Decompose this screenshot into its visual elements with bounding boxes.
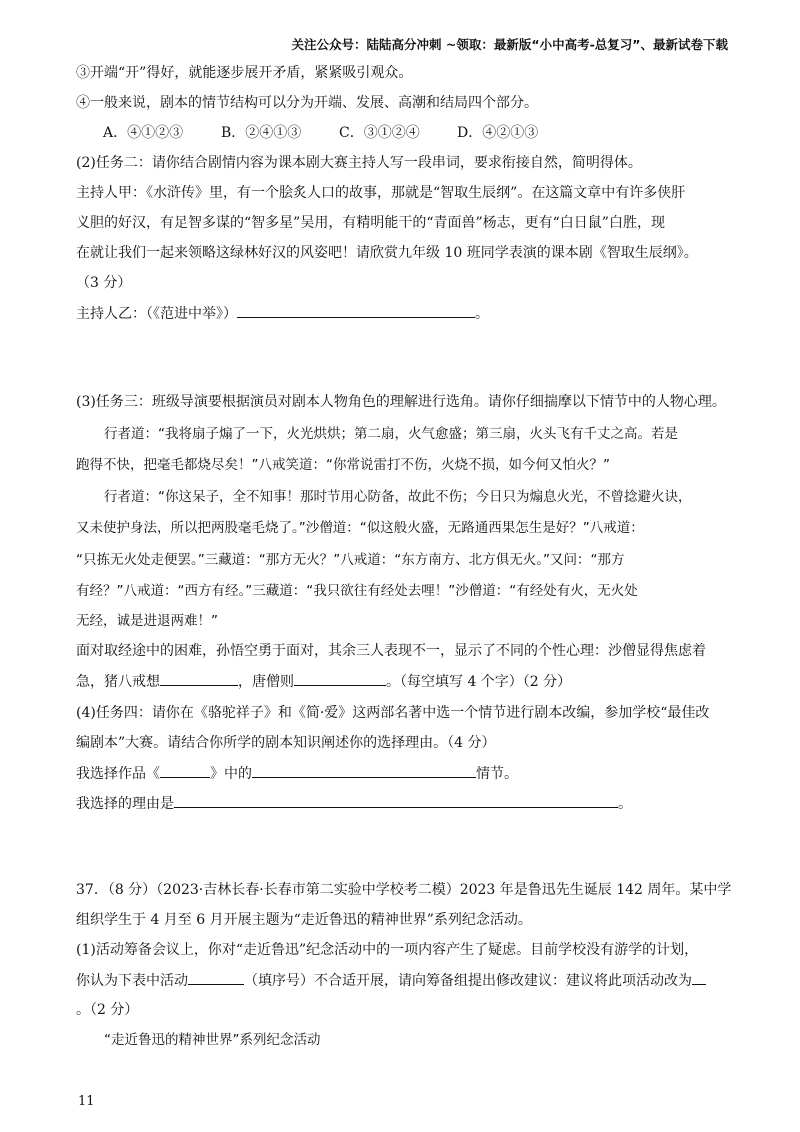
choice-text-a: 我选择作品《 xyxy=(76,766,160,782)
quote-line-6: 有经？”八戒道：“西方有经。”三藏道：“我只欲往有经处去哩！”沙僧道：“有经处有火，无火处 xyxy=(76,583,638,599)
task3-analysis-2 xyxy=(76,671,571,692)
task4-choice-line xyxy=(76,763,518,784)
host-b-line xyxy=(76,303,489,324)
reason-suffix: 。 xyxy=(618,796,632,812)
promo-header: 关注公众号：陆陆高分冲刺 ~领取：最新版“小中高考-总复习”、最新试卷下载 xyxy=(291,37,728,52)
activity-table-title: “走近鲁迅的精神世界”系列纪念活动 xyxy=(104,1032,321,1048)
q37-line-2: 组织学生于 4 月至 6 月开展主题为“走近鲁迅的精神世界”系列纪念活动。 xyxy=(76,912,532,928)
q37-sub1-line-3: 。（2 分） xyxy=(76,1002,139,1018)
host-b-suffix: 。 xyxy=(475,306,489,322)
reason-prefix: 我选择的理由是 xyxy=(76,796,174,812)
sub1-text-a: 你认为下表中活动 xyxy=(76,973,188,989)
analysis-text-a: 急，猪八戒想 xyxy=(76,674,160,690)
host-b-prefix: 主持人乙：（《范进中举》） xyxy=(76,306,237,322)
quote-line-5: “只拣无火处走便罢。”三藏道：“那方无火？”八戒道：“东方南方、北方俱无火。”又问：“那方 xyxy=(76,552,625,568)
host-b-answer-blank[interactable] xyxy=(237,303,475,318)
q37-sub1-line-1: (1)活动筹备会议上，你对“走近鲁迅”纪念活动中的一项内容产生了疑虑。目前学校没有游学的计划， xyxy=(76,942,699,958)
statement-4: ④一般来说，剧本的情节结构可以分为开端、发展、高潮和结局四个部分。 xyxy=(76,95,538,111)
option-d[interactable]: D．④②①③ xyxy=(457,125,539,141)
task4-reason-line xyxy=(76,793,632,814)
quote-line-2: 跑得不快，把毫毛都烧尽矣！”八戒笑道：“你常说雷打不伤，火烧不损，如今何又怕火？” xyxy=(76,457,610,473)
option-b[interactable]: B．②④①③ xyxy=(221,125,302,141)
q37-line-1: 37．（8 分）（2023·吉林长春·长春市第二实验中学校考二模）2023 年是鲁迅先生诞辰 142 周年。某中学 xyxy=(76,882,732,898)
task3-analysis-1: 面对取经途中的困难，孙悟空勇于面对，其余三人表现不一，显示了不同的个性心理：沙僧显得焦虑着 xyxy=(76,643,706,659)
quote-line-4: 又未使护身法，所以把两股毫毛烧了。”沙僧道：“似这般火盛，无路通西果怎生是好？”八戒道： xyxy=(76,520,644,536)
work-title-blank[interactable] xyxy=(160,763,210,778)
q37-sub1-line-2 xyxy=(76,970,706,991)
zhubajie-blank[interactable] xyxy=(160,671,238,686)
tangseng-blank[interactable] xyxy=(294,671,386,686)
host-a-line-2: 义胆的好汉，有足智多谋的“智多星”吴用，有精明能干的“青面兽”杨志，更有“白日鼠”白胜，现 xyxy=(76,215,665,231)
quote-line-3: 行者道：“你这呆子，全不知事！那时节用心防备，故此不伤；今日只为煽息火光，不曾捻避火诀， xyxy=(104,489,692,505)
statement-3: ③开端“开”得好，就能逐步展开矛盾，紧紧吸引观众。 xyxy=(76,65,413,81)
choice-text-c: 情节。 xyxy=(476,766,518,782)
plot-blank[interactable] xyxy=(252,763,476,778)
option-a[interactable]: A．④①②③ xyxy=(103,125,184,141)
choice-text-b: 》中的 xyxy=(210,766,252,782)
task2-score: （3 分） xyxy=(76,275,132,291)
host-a-line-1: 主持人甲：《水浒传》里，有一个脍炙人口的故事，那就是“智取生辰纲”。在这篇文章中有许多侠肝 xyxy=(76,185,686,201)
task4-prompt-2: 编剧本”大赛。请结合你所学的剧本知识阐述你的选择理由。（4 分） xyxy=(76,735,496,751)
activity-number-blank[interactable] xyxy=(188,970,244,985)
page-number: 11 xyxy=(78,1094,95,1109)
answer-options xyxy=(103,123,575,143)
sub1-text-b: （填序号）不合适开展，请向筹备组提出修改建议：建议将此项活动改为 xyxy=(244,973,692,989)
task2-prompt: (2)任务二：请你结合剧情内容为课本剧大赛主持人写一段串词，要求衔接自然，简明得体。 xyxy=(76,155,642,171)
task4-prompt-1: (4)任务四：请你在《骆驼祥子》和《简·爱》这两部名著中选一个情节进行剧本改编，参加学校“最佳改 xyxy=(76,705,710,721)
quote-line-1: 行者道：“我将扇子煽了一下，火光烘烘；第二扇，火气愈盛；第三扇，火头飞有千丈之高。若是 xyxy=(104,426,678,442)
host-a-line-3: 在就让我们一起来领略这绿林好汉的风姿吧！请欣赏九年级 10 班同学表演的课本剧《智取生辰纲》。 xyxy=(76,245,698,261)
option-c[interactable]: C．③①②④ xyxy=(339,125,420,141)
quote-line-7: 无经，诚是进退两难！” xyxy=(76,613,218,629)
suggestion-blank[interactable] xyxy=(692,970,706,985)
reason-blank[interactable] xyxy=(174,793,618,808)
analysis-text-b: ，唐僧则 xyxy=(238,674,294,690)
analysis-text-c: 。（每空填写 4 个字）（2 分） xyxy=(386,674,572,690)
task3-prompt: (3)任务三：班级导演要根据演员对剧本人物角色的理解进行选角。请你仔细揣摩以下情节中的人物心理。 xyxy=(76,394,726,410)
